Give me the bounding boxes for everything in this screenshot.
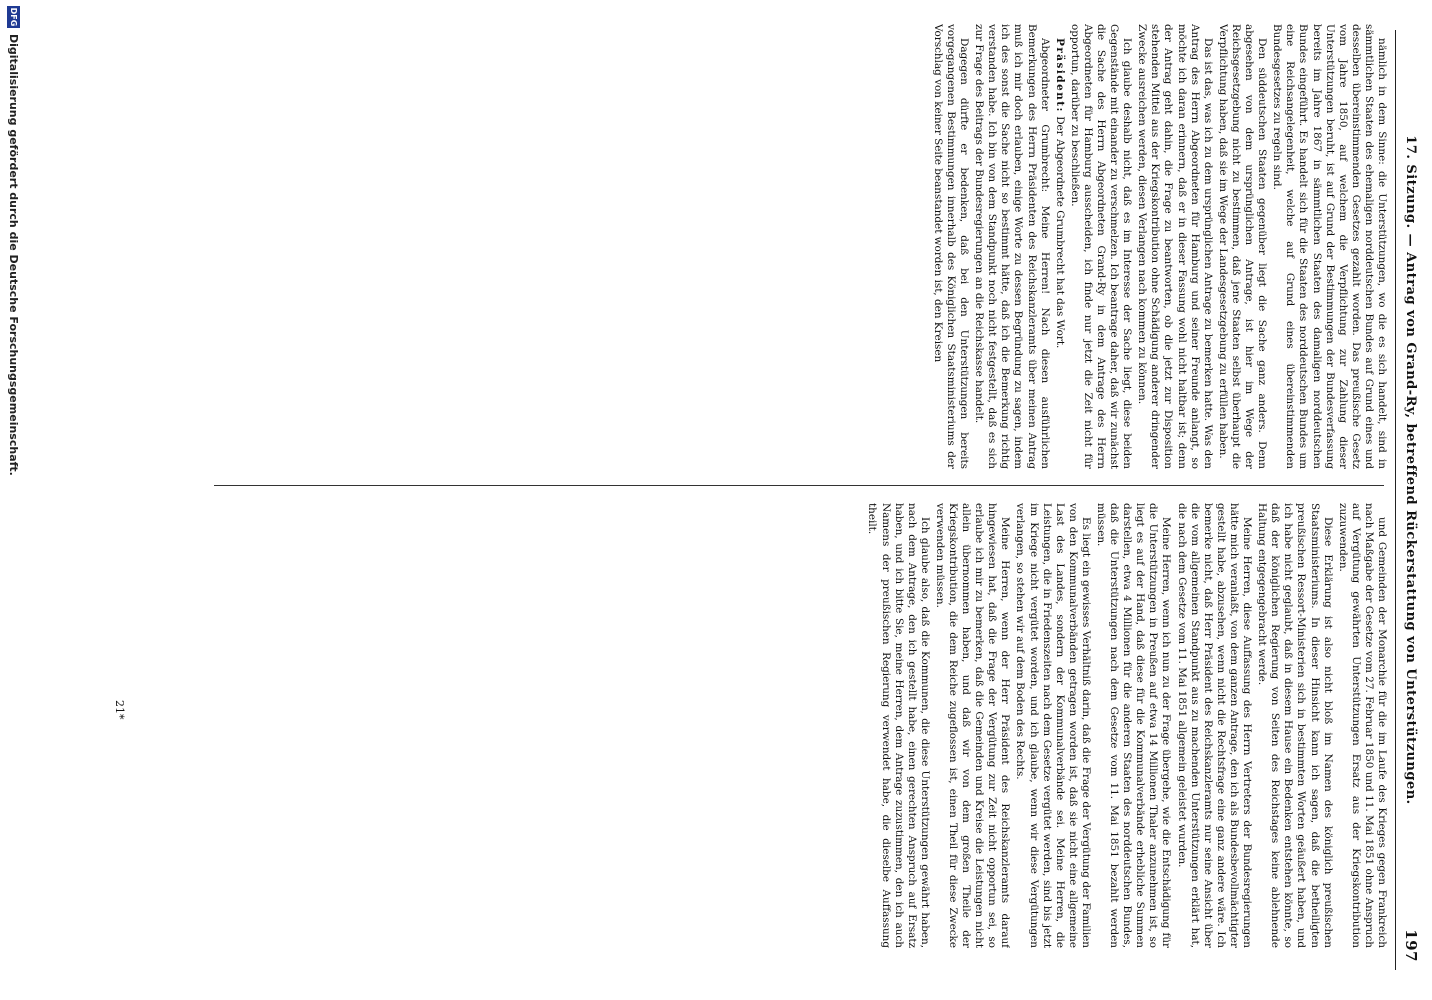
digitization-credit: Digitalisierung gefördert durch die Deutsche Forschungsgemeinschaft. (7, 34, 21, 476)
paragraph: Es liegt ein gewisses Verhältniß darin, daß die Frage der Vergütung der Familien von den Kommunalverbänden getragen worden ist, daß sie nicht eine allgemeine Last des Landes, sondern der Kommunalverbände sei. Meine Herren, die Leistungen, die in Friedenszeiten nach dem Gesetze vergütet werden, sind bis jetzt im Kriege nicht vergütet worden, und ich glaube, wenn wir diese Vergütungen verlangen, so stehen wir auf dem Boden des Rechts. (1014, 503, 1092, 948)
page-header-title: 17. Sitzung. — Antrag von Grand-Ry, betreffend Rückerstattung von Unterstützungen. (1403, 135, 1418, 805)
page-number: 197 (1402, 929, 1420, 962)
right-text-column (148, 503, 1388, 948)
speaker-text: Der Abgeordnete Grumbrecht hat das Wort. (1053, 116, 1066, 349)
paragraph: Meine Herren, wenn der Herr Präsident des Reichskanzleramts darauf hingewiesen hat, daß die Frage der Vergütung zur Zeit nicht opportun sei, so erlaube ich mir zu bemerken, daß die Gemeinden und Kreise die Leistungen nicht allein übernommen haben, und daß wir von dem großen Theile der Kriegskontribution, die dem Reiche zugeflossen ist, einen Theil für diese Zwecke verwenden müssen. (933, 503, 1012, 948)
speaker-name: Präsident: (1053, 38, 1066, 113)
paragraph: Abgeordneter Grumbrecht: Meine Herren! Nach diesen ausführlichen Bemerkungen des Herrn Präsidenten des Reichskanzleramts über meinen Antrag muß ich mir doch erlauben, einige Worte zu dessen Begründung zu sagen, indem ich des sonst die Sache nicht so bestimmt hätte, daß ich die Bemerkung richtig verstanden habe. Ich bin von dem Standpunkt noch nicht festgestellt, daß es sich zur Frage des Beitrags der Bundesregierungen an die Reichskasse handelt. (973, 24, 1051, 469)
left-text-column (148, 24, 1388, 469)
digitization-footer (4, 0, 24, 1000)
paragraph: nämlich in dem Sinne: die Unterstützungen, wo die es sich handelt, sind in sämmtlichen Staaten des ehemaligen norddeutschen Bundes auf Grund eines und desselben übereinstimmenden Gesetzes gezahlt worden. Das preußische Gesetz vom Jahre 1850, auf welchem die Verpflichtung zur Zahlung dieser Unterstützungen beruht, ist auf Grund der Bestimmungen der Bundesverfassung bereits im Jahre 1867 in sämmtlichen Staaten des damaligen norddeutschen Bundes eingeführt. Es handelt sich für die Staaten des norddeutschen Bundes um eine Reichsangelegenheit, welche auf Grund eines übereinstimmenden Bundesgesetzes zu regeln sind. (1271, 24, 1388, 469)
paragraph: Den süddeutschen Staaten gegenüber liegt die Sache ganz anders. Denn abgesehen von dem ursprünglichen Antrage, ist hier im Wege der Reichsgesetzgebung nicht zu bestimmen, daß jene Staaten selbst überhaupt die Verpflichtung haben, daß sie im Wege der Landesgesetzgebung zu erfüllen haben. (1216, 24, 1269, 469)
paragraph: Ich glaube also, daß die Kommunen, die diese Unterstützungen gewährt haben, nach dem Antrage, den ich gestellt habe, einen gerechten Anspruch auf Ersatz haben, und ich bitte Sie, meine Herren, dem Antrage zuzustimmen, den ich auch Namens der preußischen Regierung verwendet habe, die dieselbe Auffassung theilt. (866, 503, 931, 948)
paragraph: Meine Herren, wenn ich nun zu der Frage übergehe, wie die Entschädigung für die Unterstützungen in Preußen auf etwa 14 Millionen Thaler anzunehmen ist, so liegt es auf der Hand, daß diese für die Kommunalverbände erhebliche Summen darstellen, etwa 4 Millionen für die anderen Staaten des norddeutschen Bundes, daß die Unterstützungen nach dem Gesetze vom 11. Mai 1851 bezahlt werden müssen. (1095, 503, 1173, 948)
speaker-paragraph (1053, 24, 1066, 469)
paragraph: Ich glaube deshalb nicht, daß es im Interesse der Sache liegt, diese beiden Gegenstände mit einander zu verschmelzen. Ich beantrage daher, daß wir zunächst die Sache des Herrn Abgeordneten Grand-Ry in dem Antrage des Herrn Abgeordneten für Hamburg ausscheiden, ich finde nur jetzt die Zeit nicht für opportun, darüber zu beschließen. (1068, 24, 1134, 469)
paragraph: Das ist das, was ich zu dem ursprünglichen Antrage zu bemerken hatte. Was den Antrag des Herrn Abgeordneten für Hamburg und seiner Freunde anlangt, so möchte ich daran erinnern, daß er in dieser Fassung wohl nicht haltbar ist; denn der Antrag geht dahin, die Frage zu beantworten, ob die jetzt zur Disposition stehenden Mittel aus der Kriegskontribution ohne Schädigung anderer dringender Zwecke ausreichen werden, diesen Verlangen nach kommen zu können. (1136, 24, 1214, 469)
paragraph: Dagegen dürfte er bedenken, daß bei den Unterstützungen bereits vorgegangenen Bestimmungen innerhalb des Königlichen Staatsministeriums der Vorschlag von keiner Seite beanstandet worden ist, den Kreisen (931, 24, 971, 469)
running-head (1395, 30, 1422, 970)
paragraph: Meine Herren, diese Auffassung des Herrn Vertreters der Bundesregierungen hätte mich veranlaßt, von dem ganzen Antrage, den ich als Bundesbevollmächtigter gestellt habe, abzusehen, wenn nicht die Rechtsfrage eine ganz andere wäre. Ich bemerke nicht, daß Herr Präsident des Reichskanzleramts nur seine Ansicht über die vom allgemeinen Standpunkt aus zu machenden Unterstützungen erklärt hat, die nach dem Gesetze vom 11. Mai 1851 allgemein geleistet wurden. (1175, 503, 1254, 948)
printer-signature-mark: 21* (113, 700, 126, 720)
paragraph: und Gemeinden der Monarchie für die im Laufe des Krieges gegen Frankreich nach Maßgabe der Gesetze vom 27. Februar 1850 und 11. Mai 1851 ohne Anspruch auf Vergütung gewährten Unterstützungen Ersatz aus der Kriegskontribution zuzuwenden. (1336, 503, 1388, 948)
paragraph: Diese Erklärung ist also nicht bloß im Namen des königlich preußischen Staatsministeriums. In dieser Hinsicht kann ich sagen, daß die betheiligten preußischen Ressort-Ministerien sich in bestimmten Worten geäußert haben, und ich habe nicht geglaubt, daß in diesem Hause ein Bedenken entstehen könnte, so daß der königlichen Regierung von Seiten des Reichstages keine ablehnende Haltung entgegengebracht werde. (1256, 503, 1334, 948)
column-divider (214, 485, 1384, 486)
dfg-logo-icon: DFG (9, 7, 19, 27)
